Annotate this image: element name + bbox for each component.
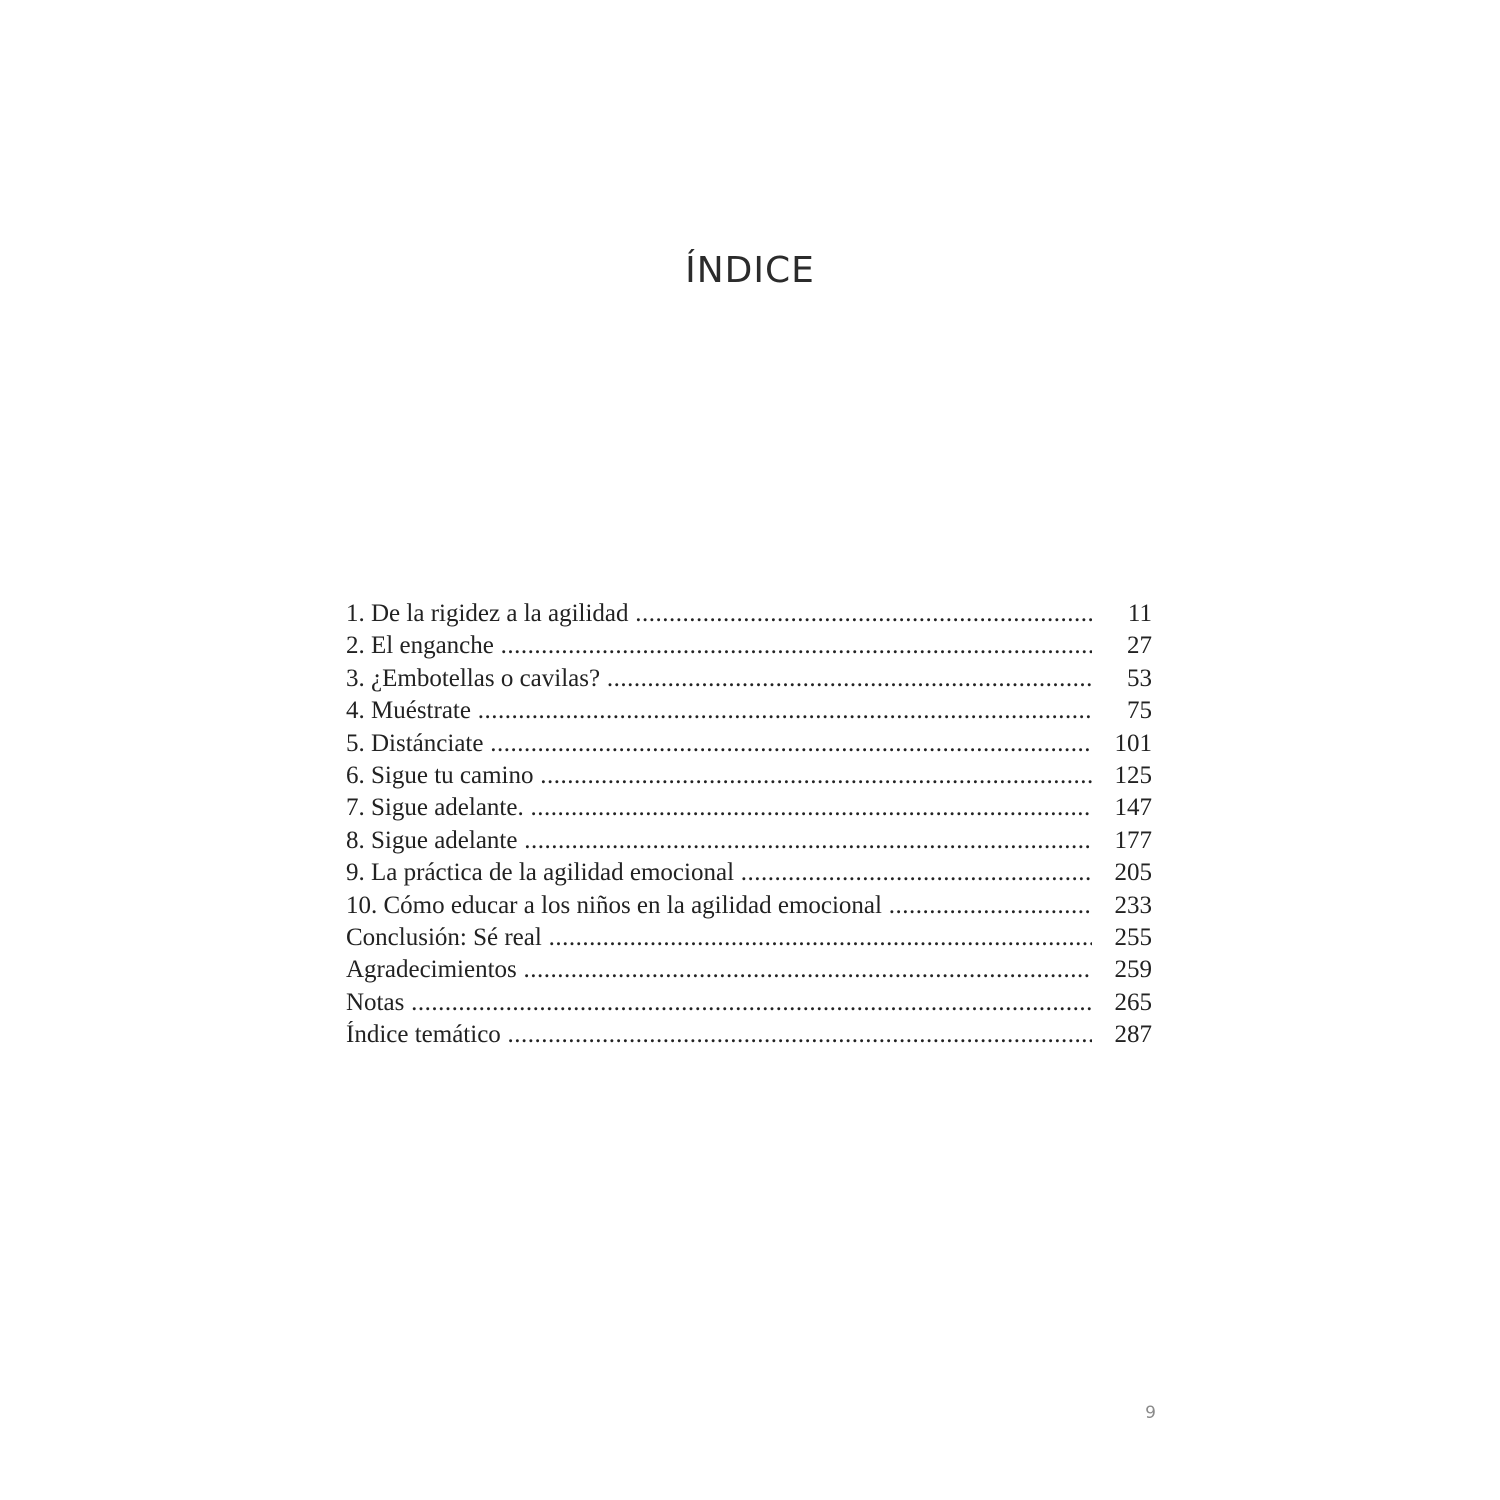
toc-entry-12 <box>346 956 1152 988</box>
toc-entry-page: 205 <box>1114 859 1152 887</box>
toc-entry-label-wrap <box>346 697 1092 725</box>
toc-entry-9 <box>346 859 1152 891</box>
toc-entry-label: 9. La práctica de la agilidad emocional <box>346 859 735 887</box>
toc-entry-label: 5. Distánciate <box>346 729 484 757</box>
toc-entry-label: 3. ¿Embotellas o cavilas? <box>346 664 601 692</box>
toc-entry-label-wrap <box>346 924 1092 952</box>
toc-entry-10 <box>346 892 1152 924</box>
toc-entry-label-wrap <box>346 989 1092 1017</box>
toc-entry-label-wrap <box>346 632 1092 660</box>
page-number: 9 <box>1145 1403 1156 1423</box>
toc-entry-label-wrap <box>346 859 1092 887</box>
toc-entry-label: 1. De la rigidez a la agilidad <box>346 600 629 627</box>
toc-entry-label-wrap <box>346 730 1092 758</box>
toc-entry-label: Agradecimientos <box>346 956 517 984</box>
toc-entry-page: 233 <box>1114 891 1152 919</box>
toc-entry-label-wrap <box>346 892 1092 920</box>
toc-entry-page: 265 <box>1114 988 1152 1016</box>
toc-entry-page: 75 <box>1127 697 1152 725</box>
toc-entry-page: 53 <box>1127 664 1152 692</box>
toc-entry-label-wrap <box>346 956 1092 984</box>
toc-entry-label-wrap <box>346 762 1092 790</box>
toc-entry-14 <box>346 1021 1152 1053</box>
toc-entry-page: 255 <box>1114 923 1152 951</box>
toc-entry-label: Conclusión: Sé real <box>346 923 542 951</box>
toc-entry-7 <box>346 794 1152 826</box>
toc-entry-11 <box>346 924 1152 956</box>
toc-entry-label-wrap <box>346 600 1092 628</box>
toc-entry-2 <box>346 632 1152 664</box>
toc-entry-page: 27 <box>1127 632 1152 660</box>
toc-entry-1 <box>346 600 1152 632</box>
toc-entry-label: 4. Muéstrate <box>346 697 471 725</box>
toc-entry-label: 6. Sigue tu camino <box>346 761 534 789</box>
page-title: ÍNDICE <box>685 250 815 291</box>
toc-entry-label: 10. Cómo educar a los niños en la agilidad emocional <box>346 891 882 919</box>
toc-entry-label-wrap <box>346 665 1092 693</box>
toc-entry-page: 11 <box>1127 600 1152 627</box>
toc-entry-label-wrap <box>346 1021 1092 1049</box>
toc-entry-label: Índice temático <box>346 1021 501 1049</box>
toc-entry-label: 8. Sigue adelante <box>346 826 518 854</box>
toc-entry-page: 147 <box>1114 794 1152 822</box>
toc-entry-page: 287 <box>1114 1021 1152 1049</box>
toc-entry-13 <box>346 989 1152 1021</box>
toc-entry-label: 7. Sigue adelante. <box>346 794 524 822</box>
toc-entry-page: 101 <box>1114 729 1152 757</box>
toc-entry-label-wrap <box>346 794 1092 822</box>
toc-entry-6 <box>346 762 1152 794</box>
toc-entry-3 <box>346 665 1152 697</box>
toc-entry-page: 259 <box>1114 956 1152 984</box>
toc-entry-8 <box>346 827 1152 859</box>
toc-entry-label-wrap <box>346 827 1092 855</box>
toc-entry-5 <box>346 730 1152 762</box>
toc-entry-page: 177 <box>1114 826 1152 854</box>
toc-entry-page: 125 <box>1114 761 1152 789</box>
toc-entry-label: Notas <box>346 988 405 1016</box>
toc-entry-4 <box>346 697 1152 729</box>
toc-entry-label: 2. El enganche <box>346 632 494 660</box>
table-of-contents <box>346 600 1152 1053</box>
